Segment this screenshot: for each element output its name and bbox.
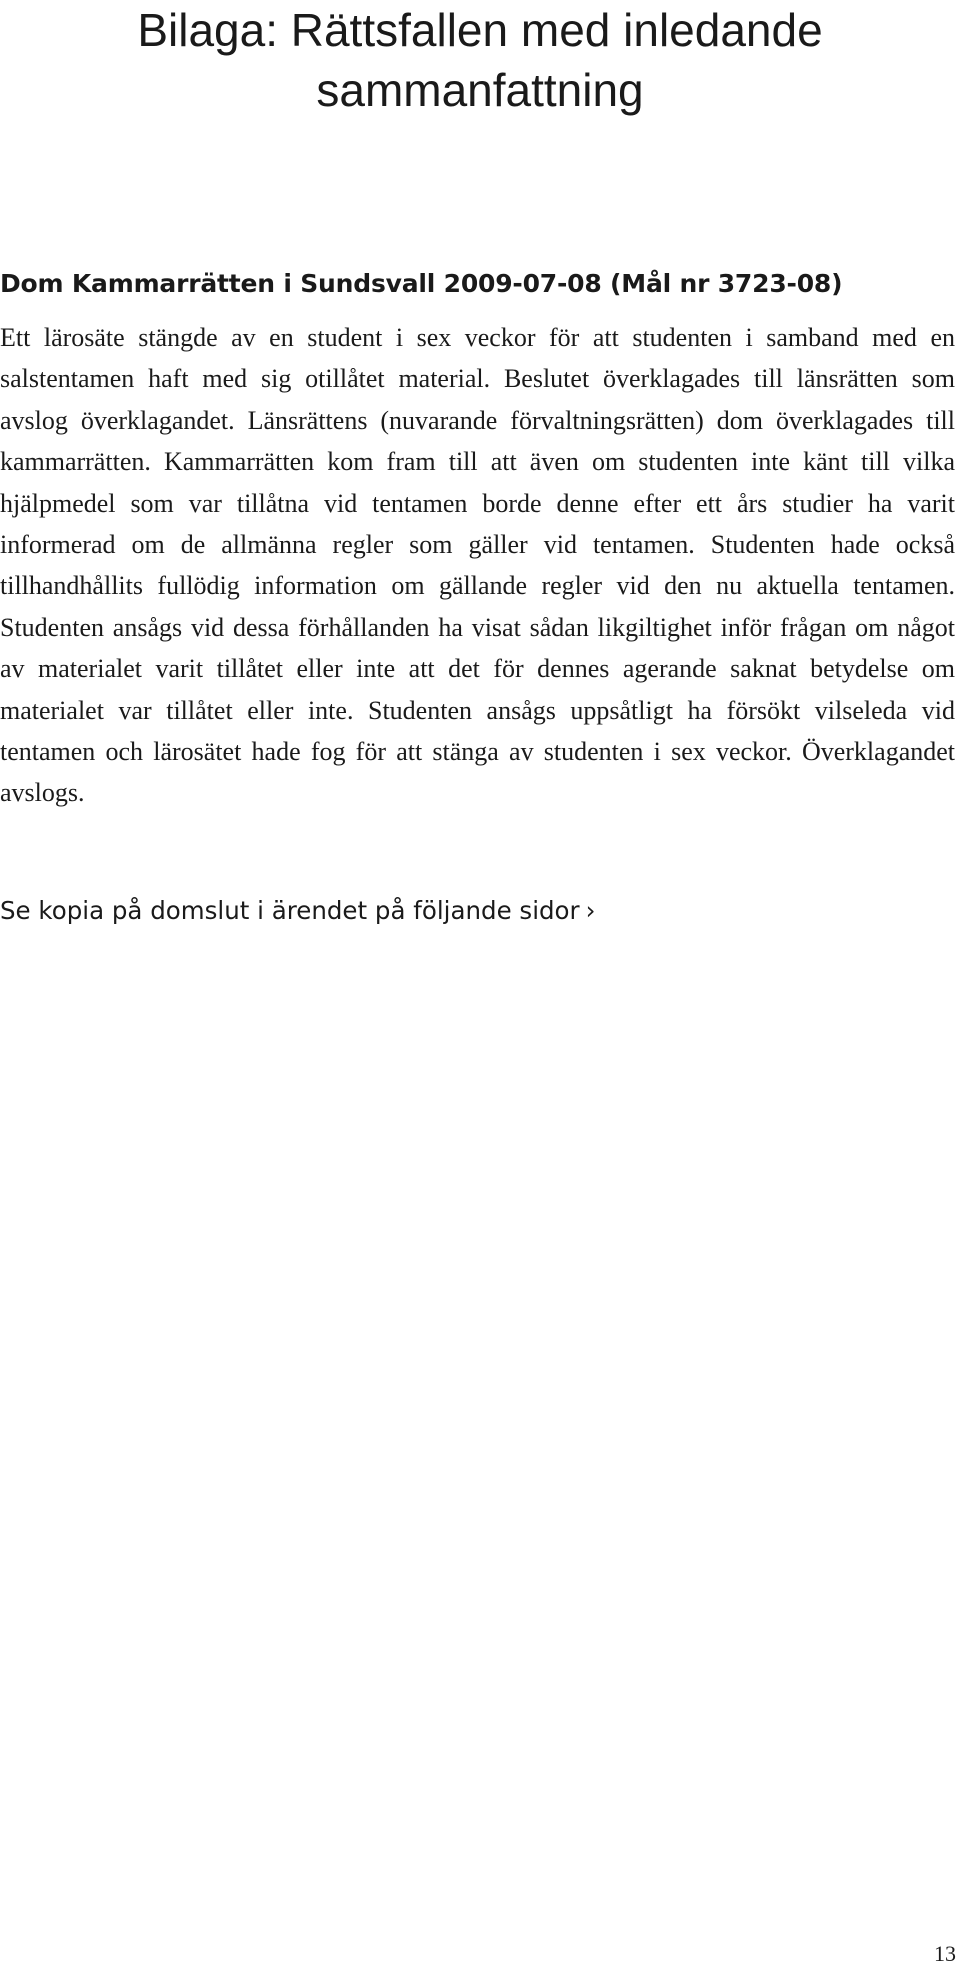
- page-number: 13: [934, 1941, 956, 1966]
- page-title-line-2: sammanfattning: [316, 64, 644, 116]
- page-title: [0, 0, 960, 120]
- page-title-line-1: Bilaga: Rättsfallen med inledande: [137, 4, 823, 56]
- see-ruling-copy-link[interactable]: [0, 891, 595, 931]
- case-summary-paragraph: Ett lärosäte stängde av en student i sex veckor för att studenten i samband med en salstentamen haft med sig otillåtet material. Beslutet överklagades till länsrätten som avslog överklagandet. Länsrättens (nuvarande förvaltningsrätten) dom överklagades till kammarrätten. Kammarrätten kom fram till att även om studenten inte känt till vilka hjälpmedel som var tillåtna vid tentamen borde denne efter ett års studier ha varit informerad om de allmänna regler som gäller vid tentamen. Studenten hade också tillhandhållits fullödig information om gällande regler vid den nu aktuella tentamen. Studenten ansågs vid dessa förhållanden ha visat sådan likgiltighet inför frågan om något av materialet varit tillåtet eller inte att det för dennes agerande saknat betydelse om materialet var tillåtet eller inte. Studenten ansågs uppsåtligt ha försökt vilseleda vid tentamen och lärosätet hade fog för att stänga av studenten i sex veckor. Överklagandet avslogs.: [0, 323, 955, 808]
- chevron-right-icon: ›: [585, 896, 596, 925]
- case-heading: Dom Kammarrätten i Sundsvall 2009-07-08 (Mål nr 3723-08): [0, 269, 843, 298]
- see-ruling-copy-link-label: Se kopia på domslut i ärendet på följande sidor: [0, 896, 580, 925]
